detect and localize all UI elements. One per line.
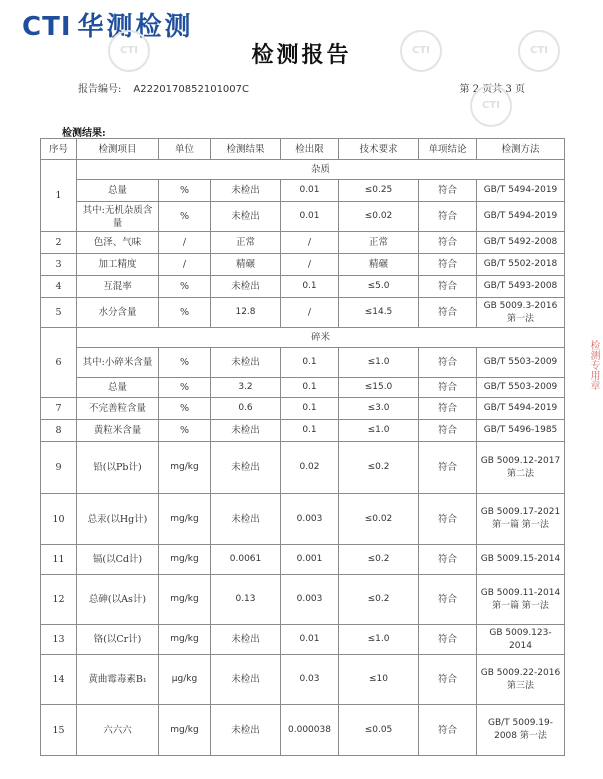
cell-item: 总量: [77, 378, 159, 398]
cell-method: GB/T 5503-2009: [477, 378, 565, 398]
cell-item: 镉(以Cd计): [77, 545, 159, 575]
cell-result: 0.6: [211, 398, 281, 420]
cell-method: GB/T 5494-2019: [477, 180, 565, 202]
cell-result: 0.13: [211, 575, 281, 625]
cell-requirement: ≤3.0: [339, 398, 419, 420]
cell-conclusion: 符合: [419, 545, 477, 575]
cell-conclusion: 符合: [419, 575, 477, 625]
cell-limit: 0.000038: [281, 705, 339, 756]
cell-conclusion: 符合: [419, 232, 477, 254]
cell-result: 未检出: [211, 442, 281, 494]
cell-requirement: ≤15.0: [339, 378, 419, 398]
cell-item: 其中:小碎米含量: [77, 348, 159, 378]
cell-unit: mg/kg: [159, 442, 211, 494]
cell-requirement: 精碾: [339, 254, 419, 276]
cell-conclusion: 符合: [419, 276, 477, 298]
table-row: [41, 160, 565, 180]
header-unit: 单位: [159, 139, 211, 160]
cell-requirement: ≤10: [339, 655, 419, 705]
cell-result: 精碾: [211, 254, 281, 276]
cell-unit: mg/kg: [159, 705, 211, 756]
cell-item: 总量: [77, 180, 159, 202]
cell-unit: /: [159, 254, 211, 276]
cell-limit: 0.01: [281, 625, 339, 655]
cell-method: GB 5009.3-2016 第一法: [477, 298, 565, 328]
cell-requirement: ≤1.0: [339, 625, 419, 655]
cell-item: 黄曲霉毒素B₁: [77, 655, 159, 705]
cell-result: 未检出: [211, 276, 281, 298]
cell-limit: 0.003: [281, 575, 339, 625]
cell-seq: 4: [41, 276, 77, 298]
watermark-logo: CTI: [400, 30, 442, 72]
cell-item: 水分含量: [77, 298, 159, 328]
header-limit: 检出限: [281, 139, 339, 160]
cell-seq: 10: [41, 494, 77, 545]
cell-result: 未检出: [211, 625, 281, 655]
table-row: [41, 625, 565, 655]
table-row: [41, 575, 565, 625]
cell-item: 六六六: [77, 705, 159, 756]
cell-requirement: ≤1.0: [339, 420, 419, 442]
cell-unit: mg/kg: [159, 625, 211, 655]
results-table: [40, 138, 565, 756]
cell-unit: %: [159, 180, 211, 202]
cell-item: 色泽、气味: [77, 232, 159, 254]
cell-method: GB/T 5009.19-2008 第一法: [477, 705, 565, 756]
cell-conclusion: 符合: [419, 180, 477, 202]
cell-method: GB 5009.15-2014: [477, 545, 565, 575]
cell-unit: %: [159, 378, 211, 398]
cell-requirement: ≤0.02: [339, 494, 419, 545]
cell-unit: /: [159, 232, 211, 254]
table-row: [41, 398, 565, 420]
table-row: [41, 232, 565, 254]
cell-limit: 0.001: [281, 545, 339, 575]
cell-unit: %: [159, 298, 211, 328]
logo-cn-text: 华测检测: [77, 12, 194, 42]
cell-requirement: ≤0.02: [339, 202, 419, 232]
cell-method: GB 5009.22-2016 第三法: [477, 655, 565, 705]
table-row: [41, 655, 565, 705]
cell-unit: %: [159, 420, 211, 442]
cell-limit: 0.03: [281, 655, 339, 705]
cell-result: 未检出: [211, 494, 281, 545]
report-number-value: A2220170852101007C: [133, 84, 249, 95]
cell-limit: 0.1: [281, 420, 339, 442]
cell-requirement: ≤14.5: [339, 298, 419, 328]
cell-method: GB/T 5496-1985: [477, 420, 565, 442]
cell-seq: 11: [41, 545, 77, 575]
cell-seq: 8: [41, 420, 77, 442]
cell-seq: 6: [41, 328, 77, 398]
cell-conclusion: 符合: [419, 202, 477, 232]
cell-unit: %: [159, 276, 211, 298]
table-row: [41, 254, 565, 276]
cell-requirement: ≤0.2: [339, 442, 419, 494]
cell-result: 正常: [211, 232, 281, 254]
cell-method: GB 5009.17-2021 第一篇 第一法: [477, 494, 565, 545]
cell-requirement: ≤5.0: [339, 276, 419, 298]
cell-conclusion: 符合: [419, 625, 477, 655]
cell-item: 不完善粒含量: [77, 398, 159, 420]
cell-conclusion: 符合: [419, 298, 477, 328]
cell-seq: 15: [41, 705, 77, 756]
table-row: [41, 180, 565, 202]
cell-unit: mg/kg: [159, 545, 211, 575]
cell-unit: %: [159, 202, 211, 232]
cell-result: 未检出: [211, 705, 281, 756]
cell-limit: 0.1: [281, 276, 339, 298]
cell-result: 未检出: [211, 348, 281, 378]
cell-limit: 0.02: [281, 442, 339, 494]
cell-method: GB/T 5503-2009: [477, 348, 565, 378]
header-method: 检测方法: [477, 139, 565, 160]
header-seq: 序号: [41, 139, 77, 160]
report-number-label: 报告编号:: [78, 84, 122, 95]
cell-conclusion: 符合: [419, 254, 477, 276]
cell-method: GB/T 5492-2008: [477, 232, 565, 254]
report-title: 检测报告: [251, 42, 352, 68]
cell-seq: 7: [41, 398, 77, 420]
table-row: [41, 276, 565, 298]
table-row: [41, 202, 565, 232]
cell-requirement: ≤0.2: [339, 545, 419, 575]
cell-conclusion: 符合: [419, 494, 477, 545]
cell-result: 3.2: [211, 378, 281, 398]
cell-result: 12.8: [211, 298, 281, 328]
cell-item: 总砷(以As计): [77, 575, 159, 625]
red-seal-stamp: 检测专用章: [588, 340, 599, 390]
cell-method: GB/T 5494-2019: [477, 398, 565, 420]
cell-seq: 1: [41, 160, 77, 232]
header-requirement: 技术要求: [339, 139, 419, 160]
report-number: [78, 80, 249, 95]
table-row: [41, 298, 565, 328]
cell-requirement: ≤0.25: [339, 180, 419, 202]
table-row: [41, 494, 565, 545]
cell-item: 黄粒米含量: [77, 420, 159, 442]
watermark-logo: CTI: [470, 85, 512, 127]
cell-limit: 0.1: [281, 348, 339, 378]
cell-method: GB 5009.123-2014: [477, 625, 565, 655]
table-row: [41, 348, 565, 378]
cell-method: GB/T 5502-2018: [477, 254, 565, 276]
cell-conclusion: 符合: [419, 442, 477, 494]
cell-item: 铬(以Cr计): [77, 625, 159, 655]
cell-conclusion: 符合: [419, 398, 477, 420]
cell-result: 未检出: [211, 180, 281, 202]
cell-result: 0.0061: [211, 545, 281, 575]
cell-result: 未检出: [211, 202, 281, 232]
table-row: [41, 705, 565, 756]
cell-limit: 0.003: [281, 494, 339, 545]
cell-requirement: ≤0.2: [339, 575, 419, 625]
cell-method: GB 5009.11-2014 第一篇 第一法: [477, 575, 565, 625]
cell-limit: /: [281, 298, 339, 328]
cell-method: GB/T 5493-2008: [477, 276, 565, 298]
cell-unit: %: [159, 348, 211, 378]
cell-seq: 12: [41, 575, 77, 625]
cell-seq: 14: [41, 655, 77, 705]
header-result: 检测结果: [211, 139, 281, 160]
table-row: [41, 442, 565, 494]
header-conclusion: 单项结论: [419, 139, 477, 160]
cell-limit: 0.01: [281, 202, 339, 232]
cell-requirement: ≤0.05: [339, 705, 419, 756]
group-label-impurity: 杂质: [77, 160, 565, 180]
cell-conclusion: 符合: [419, 705, 477, 756]
cell-item: 其中:无机杂质含量: [77, 202, 159, 232]
cell-limit: /: [281, 254, 339, 276]
cell-unit: μg/kg: [159, 655, 211, 705]
section-title: 检测结果:: [62, 128, 106, 139]
cell-limit: 0.01: [281, 180, 339, 202]
cell-result: 未检出: [211, 655, 281, 705]
cell-item: 总汞(以Hg计): [77, 494, 159, 545]
cell-limit: /: [281, 232, 339, 254]
logo-text: CTI: [22, 12, 72, 42]
cell-conclusion: 符合: [419, 420, 477, 442]
cell-seq: 3: [41, 254, 77, 276]
cell-item: 互混率: [77, 276, 159, 298]
header-item: 检测项目: [77, 139, 159, 160]
watermark-logo: CTI: [108, 30, 150, 72]
cell-requirement: ≤1.0: [339, 348, 419, 378]
cell-limit: 0.1: [281, 398, 339, 420]
cell-requirement: 正常: [339, 232, 419, 254]
cell-result: 未检出: [211, 420, 281, 442]
cell-seq: 9: [41, 442, 77, 494]
cell-item: 铅(以Pb计): [77, 442, 159, 494]
page-info: 第 2 页共 3 页: [459, 84, 525, 95]
cell-unit: %: [159, 398, 211, 420]
table-row: [41, 420, 565, 442]
cell-method: GB/T 5494-2019: [477, 202, 565, 232]
table-row: [41, 545, 565, 575]
cell-limit: 0.1: [281, 378, 339, 398]
table-header-row: [41, 139, 565, 160]
cell-conclusion: 符合: [419, 655, 477, 705]
group-label-broken: 碎米: [77, 328, 565, 348]
cell-method: GB 5009.12-2017 第二法: [477, 442, 565, 494]
cell-item: 加工精度: [77, 254, 159, 276]
cell-unit: mg/kg: [159, 575, 211, 625]
cell-unit: mg/kg: [159, 494, 211, 545]
cell-seq: 5: [41, 298, 77, 328]
cell-seq: 2: [41, 232, 77, 254]
watermark-logo: CTI: [518, 30, 560, 72]
table-row: [41, 328, 565, 348]
cell-seq: 13: [41, 625, 77, 655]
cell-conclusion: 符合: [419, 378, 477, 398]
cell-conclusion: 符合: [419, 348, 477, 378]
table-row: [41, 378, 565, 398]
